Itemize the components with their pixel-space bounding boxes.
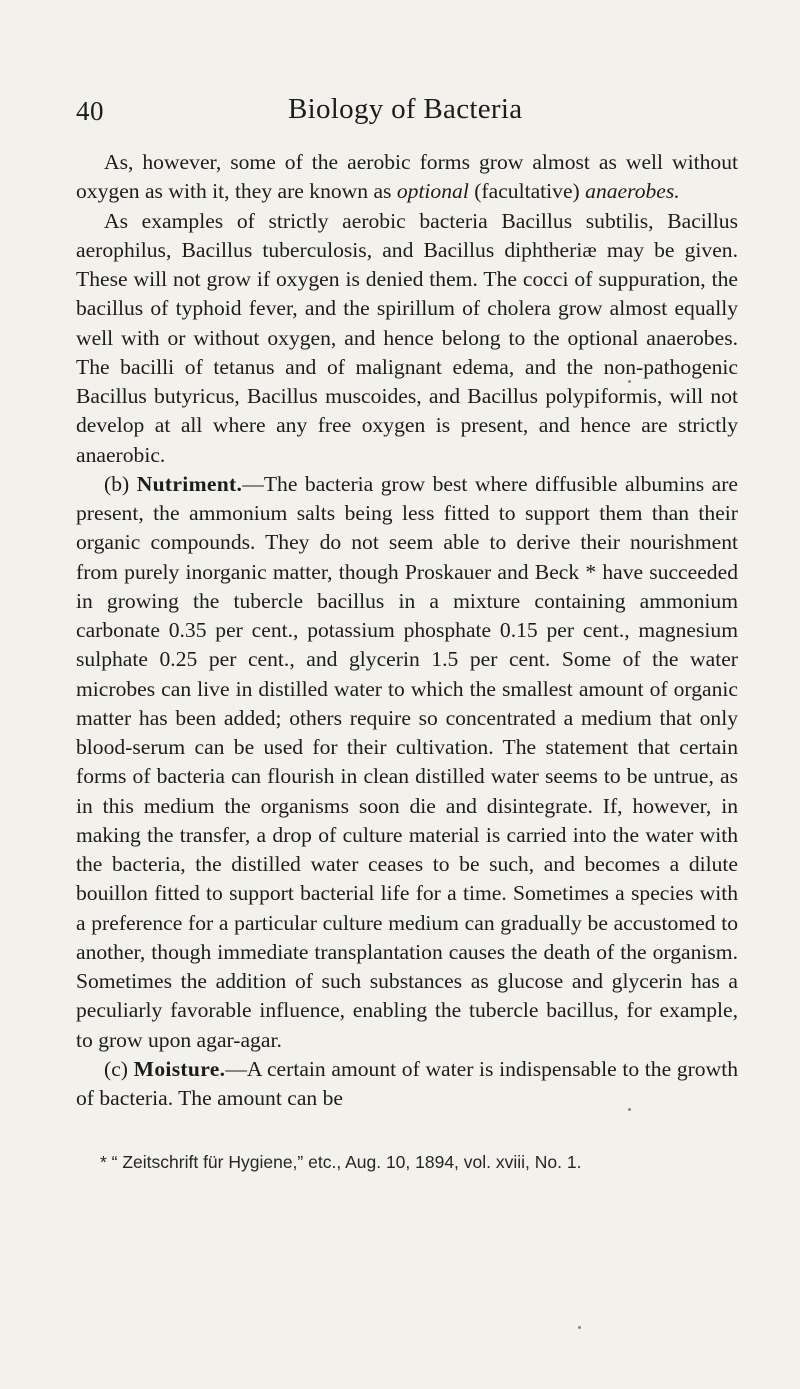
paper-speck (628, 380, 631, 383)
paragraph-aerobic-examples (76, 207, 738, 470)
paper-speck (578, 1326, 581, 1329)
paragraph-text: As examples of strictly aerobic bacteria Bacillus subtilis, Bacillus aerophilus, Bacillus tuberculosis, and Bacillus diphtheriæ may be given. These will not grow if oxygen is denied them. The cocci of suppuration, the bacillus of typhoid fever, and the spirillum of cholera grow almost equally well with or without oxygen, and hence belong to the optional anaerobes. The bacilli of tetanus and of malignant edema, and the non-pathogenic Bacillus butyricus, Bacillus muscoides, and Bacillus polypiformis, will not develop at all where any free oxygen is present, and hence are strictly anaerobic. (76, 208, 738, 467)
section-label: (b) (104, 471, 137, 496)
body-text (76, 148, 738, 1113)
section-label: (c) (104, 1056, 134, 1081)
paper-speck (628, 1108, 631, 1111)
paragraph-moisture (76, 1055, 738, 1114)
italic-term: optional (396, 179, 469, 204)
footnote: * “ Zeitschrift für Hygiene,” etc., Aug. 10, 1894, vol. xviii, No. 1. (100, 1152, 582, 1172)
paragraph-text: —A certain amount of water is indispensable to the growth of bacteria. The amount can be (76, 1056, 738, 1110)
running-title: Biology of Bacteria (288, 93, 523, 125)
page-number: 40 (76, 96, 104, 126)
paragraph-text: —The bacteria grow best where diffusible albumins are present, the ammonium salts being less fitted to support them than their organic compounds. They do not seem able to derive their nourishment from purely inorganic matter, though Proskauer and Beck * have succeeded in growing the tubercle bacillus in a mixture containing ammonium carbonate 0.35 per cent., potassium phosphate 0.15 per cent., magnesium sulphate 0.25 per cent., and glycerin 1.5 per cent. Some of the water microbes can live in distilled water to which the smallest amount of organic matter has been added; others require so concentrated a medium that only blood-serum can be used for their cultivation. The statement that certain forms of bacteria can flourish in clean distilled water seems to be untrue, as in this medium the organisms soon die and disintegrate. If, however, in making the transfer, a drop of culture material is carried into the water with the bacteria, the distilled water ceases to be such, and becomes a dilute bouillon fitted to support bacterial life for a time. Sometimes a species with a preference for a particular culture medium can gradually be accustomed to another, though immediate transplantation causes the death of the organism. Sometimes the addition of such substances as glucose and glycerin has a peculiarly favorable influence, enabling the tubercle bacillus, for example, to grow upon agar-agar. (76, 471, 739, 1052)
section-heading-moisture: Moisture. (133, 1056, 226, 1081)
section-heading-nutriment: Nutriment. (136, 471, 243, 496)
italic-term: anaerobes. (585, 179, 680, 204)
paragraph-nutriment (76, 470, 738, 1055)
paragraph-text: As, however, some of the aerobic forms grow almost as well without oxygen as with it, they are known as (76, 150, 738, 204)
paragraph-facultative-anaerobes (76, 148, 738, 207)
paragraph-text: (facultative) (468, 179, 586, 204)
